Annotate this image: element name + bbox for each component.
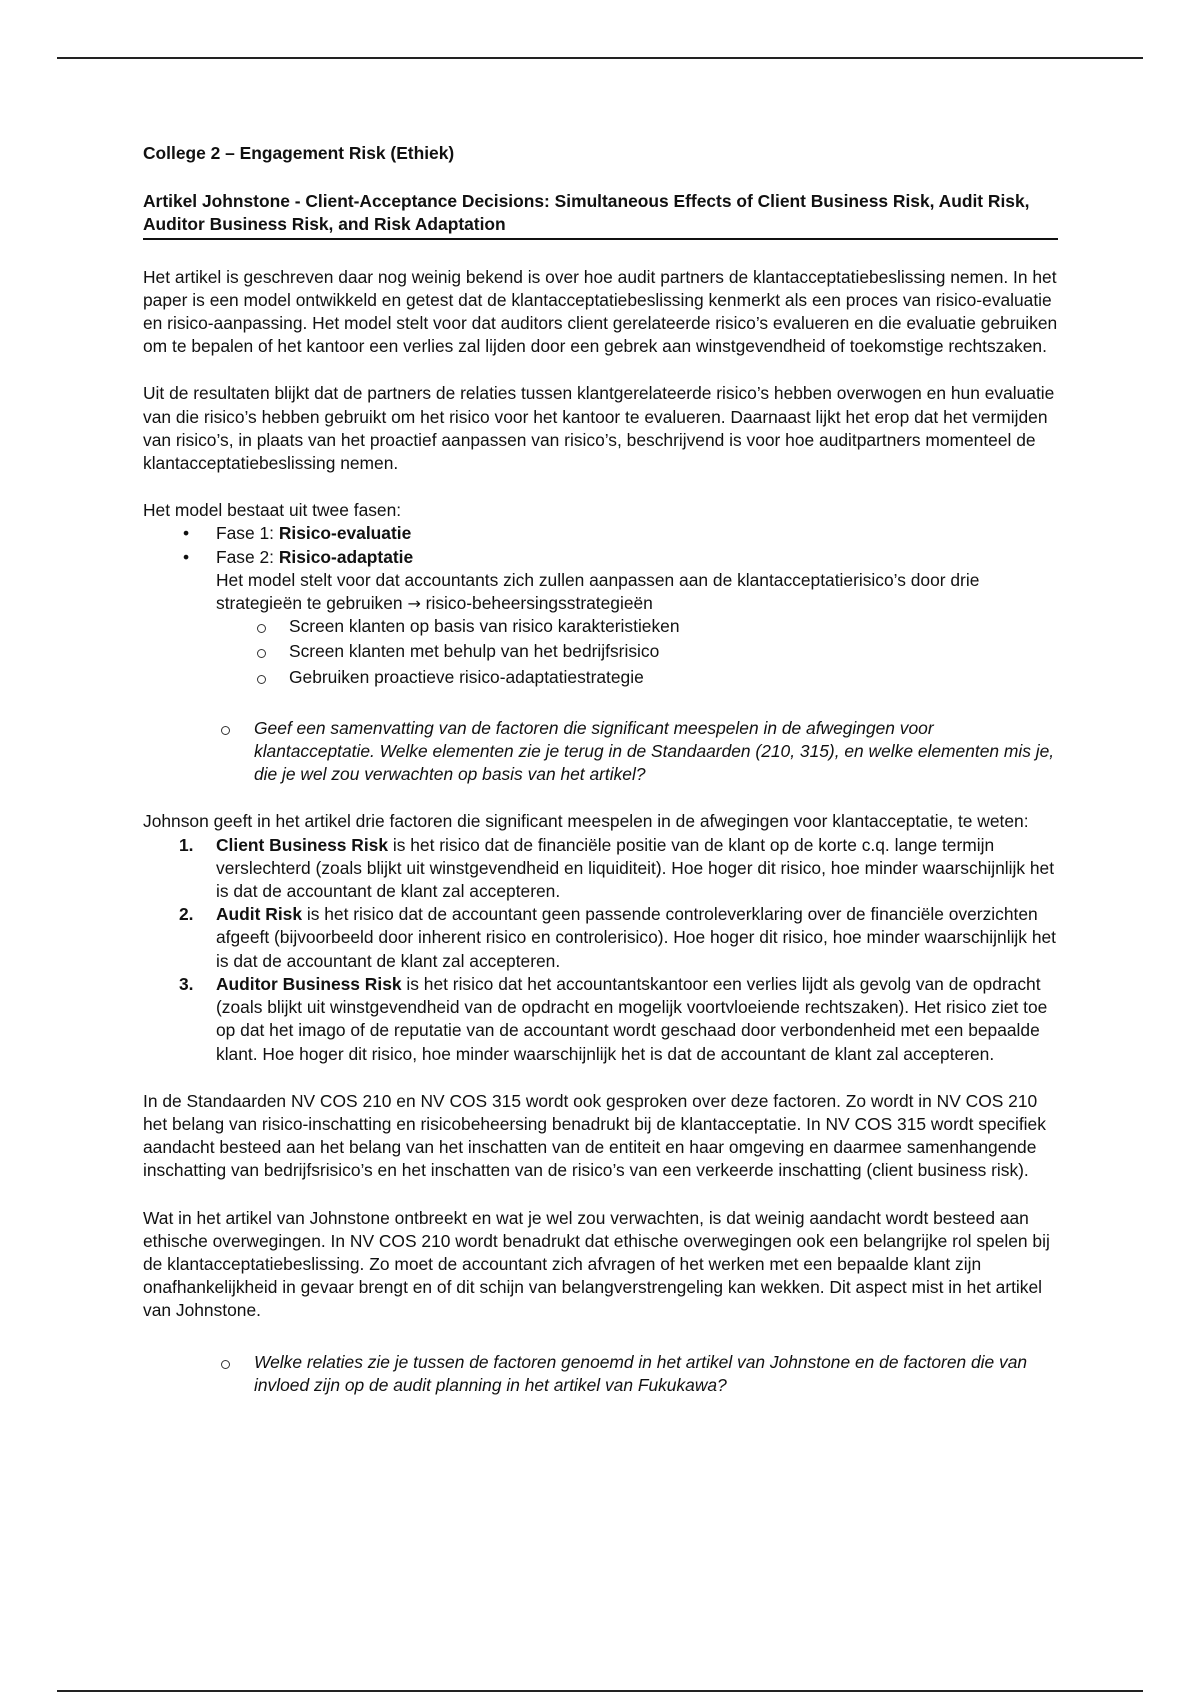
list-item — [143, 834, 1058, 904]
factor-term: Auditor Business Risk — [216, 973, 402, 994]
factors-intro: Johnson geeft in het artikel drie factoren die significant meespelen in de afwegingen voor klantacceptatie, te weten: — [143, 811, 1029, 832]
model-intro: Het model bestaat uit twee fasen: — [143, 500, 402, 521]
list-item: Screen klanten op basis van risico karakteristieken — [289, 615, 1058, 638]
phase-prefix: Fase 2: — [216, 546, 279, 567]
list-item: Screen klanten met behulp van het bedrijfsrisico — [289, 640, 1058, 663]
arrow-right-icon: → — [407, 594, 421, 614]
list-item — [143, 973, 1058, 1066]
factor-term: Audit Risk — [216, 904, 302, 925]
document-page — [143, 142, 1058, 1421]
article-heading: Artikel Johnstone - Client-Acceptance Decisions: Simultaneous Effects of Client Business Risk, Audit Risk, Auditor Business Risk, and Risk Adaptation — [143, 190, 1058, 239]
factor-list — [143, 834, 1058, 1066]
factor-term: Client Business Risk — [216, 834, 389, 855]
factor-number: 3. — [179, 973, 194, 994]
intro-paragraph: Het artikel is geschreven daar nog weinig bekend is over hoe audit partners de klantacceptatiebeslissing nemen. In het paper is een model ontwikkeld en getest dat de klantacceptatiebeslissing kenmerkt als een proces van risico-evaluatie en risico-aanpassing. Het model stelt voor dat auditors client gerelateerde risico’s evalueren en die evaluatie gebruiken om te bepalen of het kantoor een verlies zal lijden door een gebrek aan winstgevendheid of toekomstige rechtszaken. — [143, 266, 1058, 357]
results-paragraph: Uit de resultaten blijkt dat de partners de relaties tussen klantgerelateerde risico’s hebben overwogen en hun evaluatie van die risico’s hebben gebruikt om het risico voor het kantoor te evalueren. Daarnaast lijkt het erop dat het vermijden van risico’s, in plaats van het proactief aanpassen van risico’s, beschrijvend is voor hoe auditpartners momenteel de klantacceptatiebeslissing nemen. — [143, 383, 1055, 474]
phase-list — [143, 522, 1058, 568]
footer-rule — [57, 1690, 1143, 1692]
factor-text: is het risico dat de financiële positie van de klant op de korte c.q. lange termijn verslechterd (zoals blijkt uit winstgevendheid en liquiditeit). Hoe hoger dit risico, hoe minder waarschijnlijk het is dat de accountant de klant zal accepteren. — [216, 834, 1055, 902]
phase2-text: Het model stelt voor dat accountants zich zullen aanpassen aan de klantacceptatierisico’s door drie strategieën te gebruiken — [216, 569, 980, 614]
phase2-description — [143, 569, 1058, 615]
phase-name: Risico-adaptatie — [278, 546, 414, 567]
header-rule — [57, 57, 1143, 59]
question-1: Geef een samenvatting van de factoren die significant meespelen in de afwegingen voor klantacceptatie. Welke elementen zie je terug in de Standaarden (210, 315), en welke elementen mis je, die je wel zou verwachten op basis van het artikel? — [143, 717, 1058, 787]
question-2: Welke relaties zie je tussen de factoren genoemd in het artikel van Johnstone en de factoren die van invloed zijn op de audit planning in het artikel van Fukukawa? — [143, 1351, 1058, 1397]
list-item — [143, 903, 1058, 973]
list-item: Gebruiken proactieve risico-adaptatiestrategie — [289, 666, 1058, 689]
document-title: College 2 – Engagement Risk (Ethiek) — [143, 143, 455, 163]
missing-paragraph: Wat in het artikel van Johnstone ontbreekt en wat je wel zou verwachten, is dat weinig aandacht wordt besteed aan ethische overwegingen. In NV COS 210 wordt benadrukt dat ethische overwegingen ook een belangrijke rol spelen bij de klantacceptatiebeslissing. Zo moet de accountant zich afvragen of het werken met een bepaalde klant zijn onafhankelijkheid in gevaar brengt en of dit schijn van belangverstrengeling kan wekken. Dit aspect mist in het artikel van Johnstone. — [143, 1207, 1050, 1321]
standards-paragraph: In de Standaarden NV COS 210 en NV COS 315 wordt ook gesproken over deze factoren. Zo wordt in NV COS 210 het belang van risico-inschatting en risicobeheersing benadrukt bij de klantacceptatie. In NV COS 315 wordt specifiek aandacht besteed aan het belang van het inschatten van de entiteit en haar omgeving en daarmee samenhangende inschatting van bedrijfsrisico’s en het inschatten van de risico’s van een verkeerde inschatting (client business risk). — [143, 1090, 1046, 1181]
list-item — [143, 522, 1058, 545]
phase2-text-end: risico-beheersingsstrategieën — [420, 593, 653, 614]
phase-name: Risico-evaluatie — [278, 523, 412, 544]
factor-text: is het risico dat de accountant geen passende controleverklaring over de financiële overzichten afgeeft (bijvoorbeeld door inherent risico en controlerisico). Hoe hoger dit risico, hoe minder waarschijnlijk het is dat de accountant de klant zal accepteren. — [216, 904, 1056, 971]
strategy-list — [143, 615, 1058, 689]
factor-number: 1. — [179, 834, 194, 855]
factor-number: 2. — [179, 904, 194, 925]
phase-prefix: Fase 1: — [216, 523, 279, 544]
factor-text: is het risico dat het accountantskantoor een verlies lijdt als gevolg van de opdracht (zoals blijkt uit winstgevendheid van de opdracht en mogelijk voortvloeiende rechtszaken). Het risico ziet toe op dat het imago of de reputatie van de accountant wordt geschaad door verbondenheid met een bepaalde klant. Hoe hoger dit risico, hoe minder waarschijnlijk het is dat de accountant de klant zal accepteren. — [216, 973, 1048, 1064]
list-item — [143, 546, 1058, 569]
